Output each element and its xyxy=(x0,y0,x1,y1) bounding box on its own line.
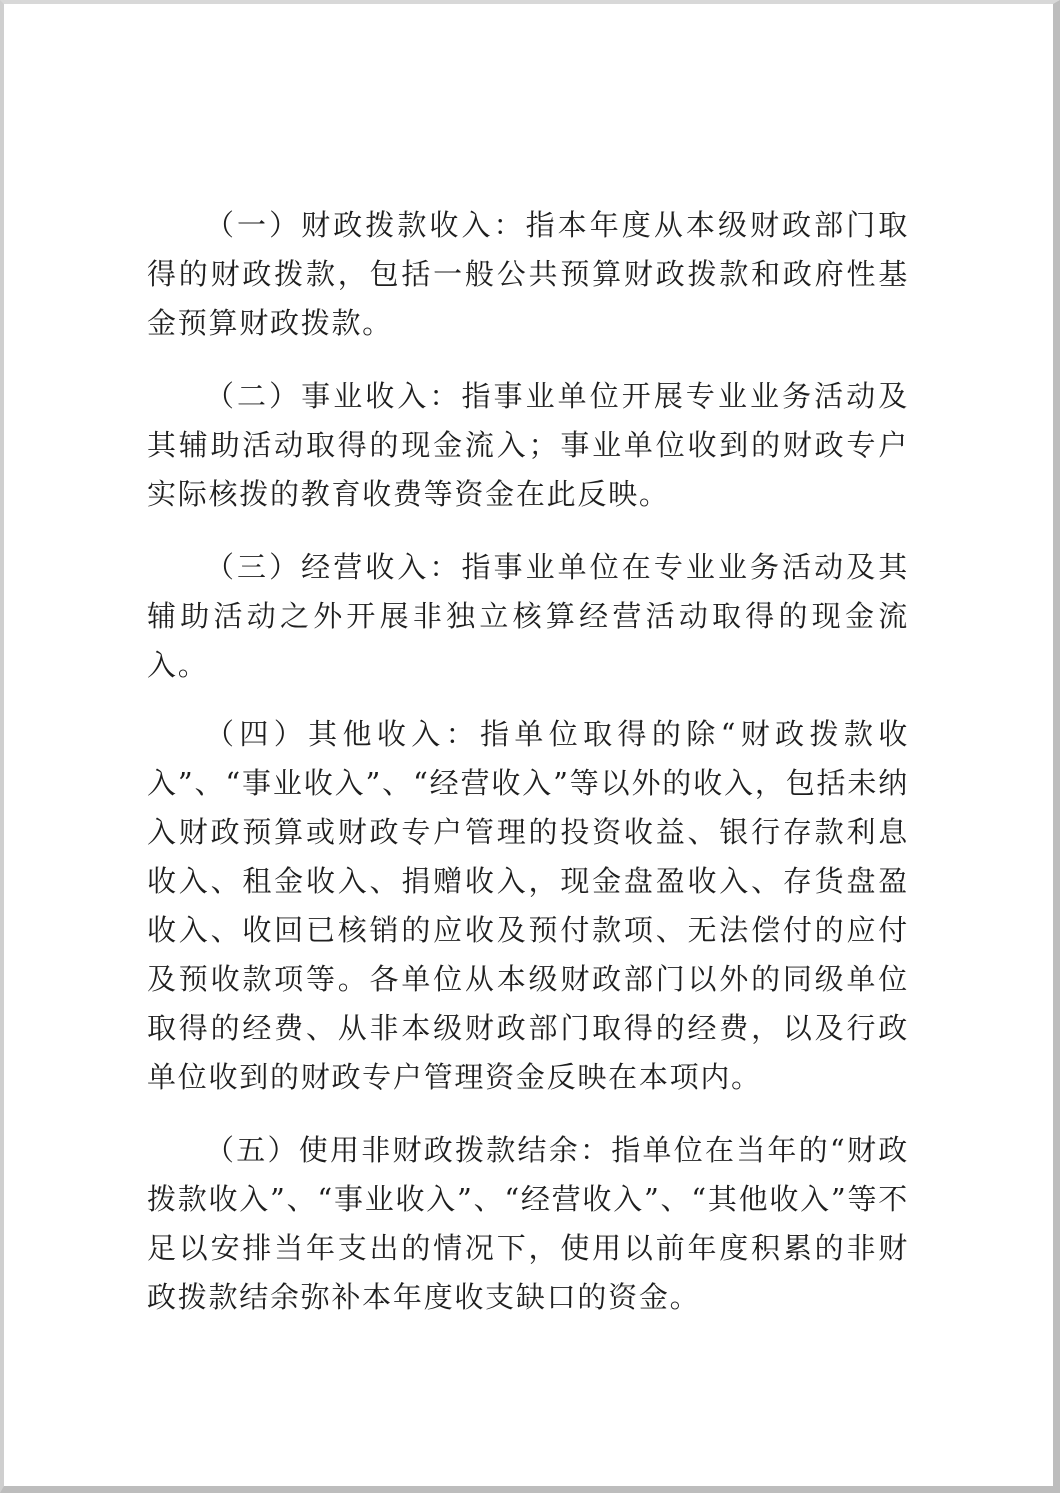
paragraph-other-income: （四）其他收入：指单位取得的除“财政拨款收入”、“事业收入”、“经营收入”等以外的收入，包括未纳入财政预算或财政专户管理的投资收益、银行存款利息收入、租金收入、捐赠收入，现金盘盈收入、存货盘盈收入、收回已核销的应收及预付款项、无法偿付的应付及预收款项等。各单位从本级财政部门以外的同级单位取得的经费、从非本级财政部门取得的经费，以及行政单位收到的财政专户管理资金反映在本项内。 xyxy=(147,717,909,1094)
paragraph-operating-income: （三）经营收入：指事业单位在专业业务活动及其辅助活动之外开展非独立核算经营活动取得的现金流入。 xyxy=(147,550,909,682)
paragraph-non-fiscal-surplus-use: （五）使用非财政拨款结余：指单位在当年的“财政拨款收入”、“事业收入”、“经营收入”、“其他收入”等不足以安排当年支出的情况下，使用以前年度积累的非财政拨款结余弥补本年度收支缺口的资金。 xyxy=(147,1133,909,1314)
paragraph-business-income: （二）事业收入：指事业单位开展专业业务活动及其辅助活动取得的现金流入；事业单位收到的财政专户实际核拨的教育收费等资金在此反映。 xyxy=(147,379,909,511)
paragraph-fiscal-appropriation-income: （一）财政拨款收入：指本年度从本级财政部门取得的财政拨款，包括一般公共预算财政拨款和政府性基金预算财政拨款。 xyxy=(147,208,909,340)
document-body xyxy=(147,201,909,1346)
